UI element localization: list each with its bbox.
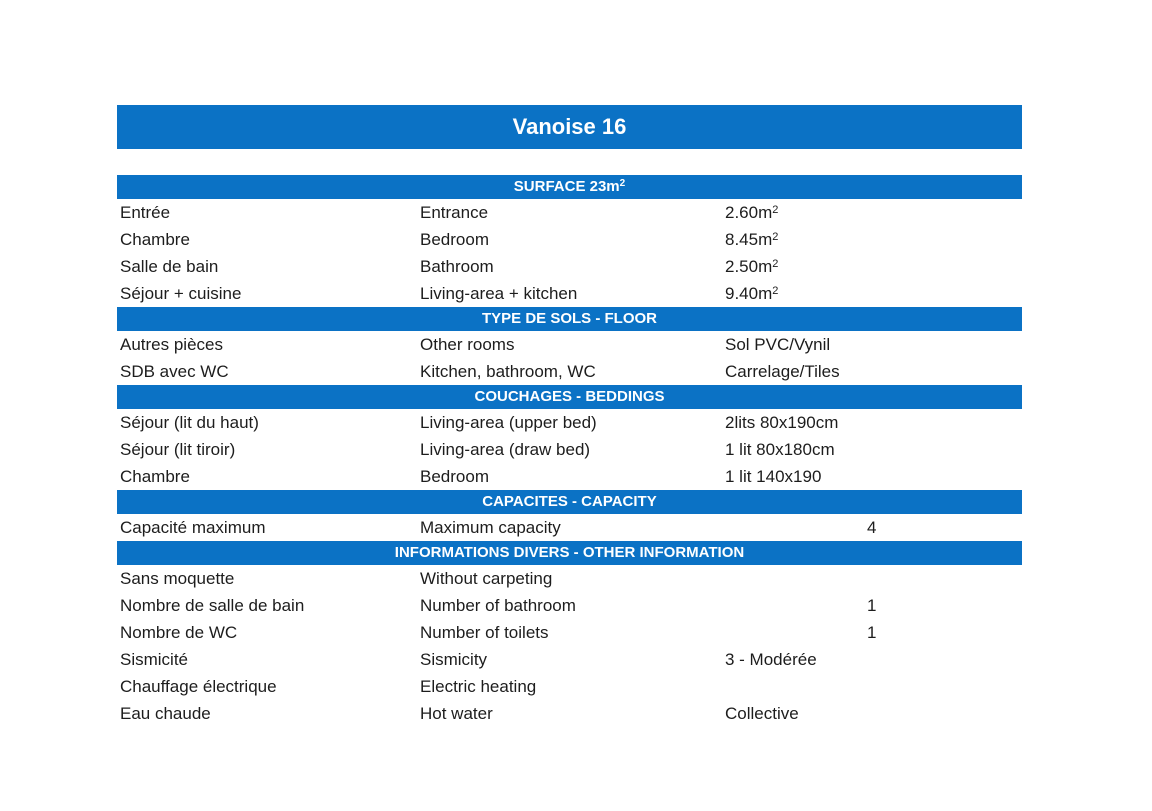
row-label-en: Bedroom bbox=[420, 466, 489, 486]
row-value-superscript: 2 bbox=[772, 257, 779, 270]
table-row bbox=[117, 592, 1022, 619]
row-label-en: Living-area (upper bed) bbox=[420, 412, 597, 432]
row-label-fr: Nombre de WC bbox=[120, 622, 238, 642]
table-row bbox=[117, 565, 1022, 592]
table-row bbox=[117, 514, 1022, 541]
section-header-other-information: INFORMATIONS DIVERS - OTHER INFORMATION bbox=[117, 541, 1022, 565]
row-value: 1 lit 140x190 bbox=[725, 466, 822, 486]
row-value: Sol PVC/Vynil bbox=[725, 334, 831, 354]
row-label-fr: Sismicité bbox=[120, 649, 189, 669]
row-value-text: 2.50m bbox=[725, 256, 773, 276]
row-label-en: Kitchen, bathroom, WC bbox=[420, 361, 596, 381]
table-row bbox=[117, 226, 1022, 253]
table-row bbox=[117, 253, 1022, 280]
row-number: 1 bbox=[867, 595, 877, 615]
row-label-fr: Chambre bbox=[120, 466, 190, 486]
row-label-en: Number of bathroom bbox=[420, 595, 576, 615]
row-label-en: Other rooms bbox=[420, 334, 515, 354]
row-label-fr: Séjour + cuisine bbox=[120, 283, 242, 303]
row-value-superscript: 2 bbox=[772, 230, 779, 243]
row-label-en: Living-area (draw bed) bbox=[420, 439, 591, 459]
row-label-en: Number of toilets bbox=[420, 622, 549, 642]
row-value bbox=[725, 284, 867, 304]
section-header-text: SURFACE 23m bbox=[513, 178, 620, 195]
table-row bbox=[117, 646, 1022, 673]
row-label-en: Sismicity bbox=[420, 649, 488, 669]
table-row bbox=[117, 331, 1022, 358]
row-label-fr: Chambre bbox=[120, 229, 190, 249]
title-gap bbox=[117, 149, 1022, 175]
row-number: 1 bbox=[867, 622, 877, 642]
row-label-fr: Nombre de salle de bain bbox=[120, 595, 305, 615]
row-label-fr: Autres pièces bbox=[120, 334, 223, 354]
section-header-beddings: COUCHAGES - BEDDINGS bbox=[117, 385, 1022, 409]
table-row bbox=[117, 619, 1022, 646]
section-header-superscript: 2 bbox=[619, 178, 626, 189]
row-label-en: Bedroom bbox=[420, 229, 489, 249]
table-row bbox=[117, 700, 1022, 727]
table-row bbox=[117, 436, 1022, 463]
section-header-capacity: CAPACITES - CAPACITY bbox=[117, 490, 1022, 514]
table-row bbox=[117, 199, 1022, 226]
table-row bbox=[117, 409, 1022, 436]
row-label-fr: Sans moquette bbox=[120, 568, 235, 588]
section-header-floor: TYPE DE SOLS - FLOOR bbox=[117, 307, 1022, 331]
row-label-en: Living-area + kitchen bbox=[420, 283, 578, 303]
row-value: Carrelage/Tiles bbox=[725, 361, 840, 381]
row-number: 4 bbox=[867, 517, 877, 537]
row-value bbox=[725, 257, 867, 277]
row-value: 1 lit 80x180cm bbox=[725, 439, 835, 459]
table-row bbox=[117, 358, 1022, 385]
section-header-surface bbox=[117, 175, 1022, 199]
table-row bbox=[117, 280, 1022, 307]
row-value-text: 2.60m bbox=[725, 202, 773, 222]
row-label-en: Maximum capacity bbox=[420, 517, 561, 537]
table-row bbox=[117, 463, 1022, 490]
row-label-fr: SDB avec WC bbox=[120, 361, 229, 381]
row-label-fr: Chauffage électrique bbox=[120, 676, 277, 696]
table-row bbox=[117, 673, 1022, 700]
row-label-en: Hot water bbox=[420, 703, 493, 723]
row-label-en: Entrance bbox=[420, 202, 489, 222]
row-label-en: Electric heating bbox=[420, 676, 537, 696]
row-value: 3 - Modérée bbox=[725, 649, 817, 669]
row-value bbox=[725, 203, 867, 223]
row-label-fr: Séjour (lit du haut) bbox=[120, 412, 259, 432]
info-sheet bbox=[117, 105, 1022, 727]
row-label-fr: Eau chaude bbox=[120, 703, 211, 723]
page-title: Vanoise 16 bbox=[117, 105, 1022, 149]
row-value bbox=[725, 230, 867, 250]
row-label-fr: Salle de bain bbox=[120, 256, 219, 276]
row-label-fr: Capacité maximum bbox=[120, 517, 266, 537]
row-label-fr: Entrée bbox=[120, 202, 171, 222]
row-label-en: Bathroom bbox=[420, 256, 494, 276]
row-value-text: 9.40m bbox=[725, 283, 773, 303]
row-label-fr: Séjour (lit tiroir) bbox=[120, 439, 236, 459]
row-value-superscript: 2 bbox=[772, 203, 779, 216]
row-value-superscript: 2 bbox=[772, 284, 779, 297]
row-value: Collective bbox=[725, 703, 799, 723]
row-label-en: Without carpeting bbox=[420, 568, 553, 588]
row-value: 2lits 80x190cm bbox=[725, 412, 839, 432]
row-value-text: 8.45m bbox=[725, 229, 773, 249]
